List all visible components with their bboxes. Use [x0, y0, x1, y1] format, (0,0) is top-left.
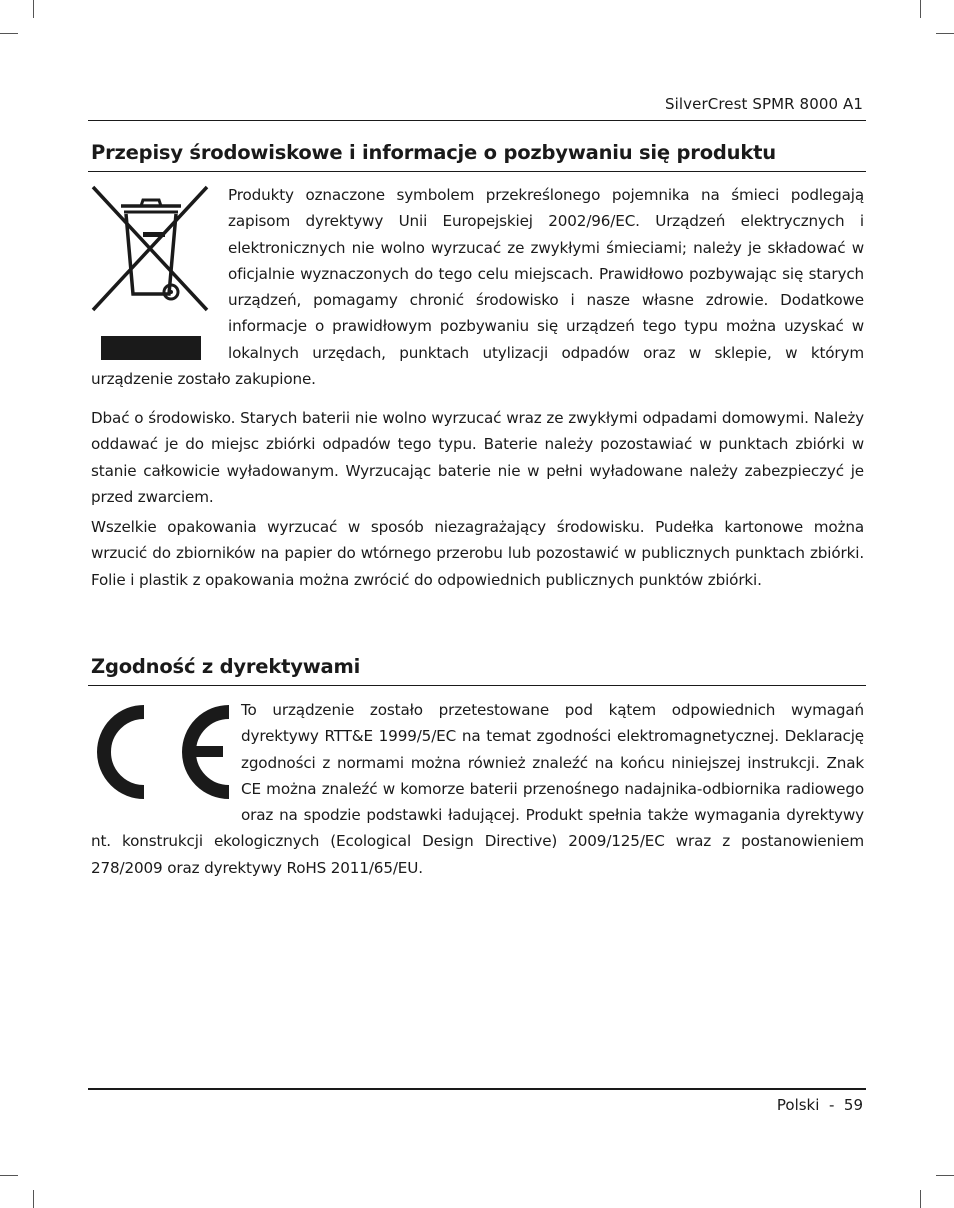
- section-title-environment: Przepisy środowiskowe i informacje o pozbywaniu się produktu: [91, 141, 776, 164]
- header-model: SilverCrest SPMR 8000 A1: [665, 95, 863, 113]
- weee-paragraph: [91, 182, 864, 392]
- packaging-paragraph: Wszelkie opakowania wyrzucać w sposób niezagrażający środowisku. Pudełka kartonowe można wrzucić do zbiorników na papier do wtórnego przerobu lub pozostawić w publicznych punktach zbiórki. Folie i plastik z opakowania można zwrócić do odpowiednich publicznych punktów zbiórki.: [91, 518, 864, 589]
- weee-paragraph-text: Produkty oznaczone symbolem przekreślonego pojemnika na śmieci podlegają zapisom dyrektywy Unii Europejskiej 2002/96/EC. Urządzeń elektrycznych i elektronicznych nie wolno wyrzucać ze zwykłymi śmieciami; należy je składować w oficjalnie wyznaczonych do tego celu miejscach. Prawidłowo pozbywając się starych urządzeń, pomagamy chronić środowisko i nasze własne zdrowie. Dodatkowe informacje o prawidłowym pozbywaniu się urządzeń tego typu można uzyskać w lokalnych urzędach, punktach utylizacji odpadów oraz w sklepie, w którym urządzenie zostało zakupione.: [91, 186, 864, 389]
- crop-mark: [936, 1175, 954, 1176]
- weee-crossed-bin-icon: [91, 184, 228, 364]
- ce-paragraph-text: To urządzenie zostało przetestowane pod kątem odpowiednich wymagań dyrektywy RTT&E 1999/5/EC na temat zgodności elektromagnetycznej. Deklarację zgodności z normami można również znaleźć na końcu niniejszej instrukcji. Znak CE można znaleźć w komorze baterii przenośnego nadajnika-odbiornika radiowego oraz na spodzie podstawki ładującej. Produkt spełnia także wymagania dyrektywy nt. konstrukcji ekologicznych (Ecological Design Directive) 2009/125/EC wraz z postanowieniem 278/2009 oraz dyrektywy RoHS 2011/65/EU.: [91, 701, 864, 877]
- footer-rule: [88, 1088, 866, 1090]
- crop-mark: [920, 1190, 921, 1208]
- crop-mark: [0, 33, 18, 34]
- crop-mark: [33, 1190, 34, 1208]
- section-title-compliance: Zgodność z dyrektywami: [91, 655, 361, 678]
- crop-mark: [936, 33, 954, 34]
- section-rule: [88, 685, 866, 686]
- header-rule: [88, 120, 866, 121]
- crop-mark: [920, 0, 921, 18]
- page-number: Polski - 59: [776, 1096, 863, 1114]
- section-rule: [88, 171, 866, 172]
- ce-mark-icon: [91, 700, 241, 810]
- crop-mark: [33, 0, 34, 18]
- battery-paragraph: Dbać o środowisko. Starych baterii nie wolno wyrzucać wraz ze zwykłymi odpadami domowymi. Należy oddawać je do miejsc zbiórki odpadów tego typu. Baterie należy pozostawiać w punktach zbiórki w stanie całkowicie wyładowanym. Wyrzucając baterie nie w pełni wyładowane należy zabezpieczyć je przed zwarciem.: [91, 409, 864, 506]
- crop-mark: [0, 1175, 18, 1176]
- ce-paragraph: [91, 697, 864, 881]
